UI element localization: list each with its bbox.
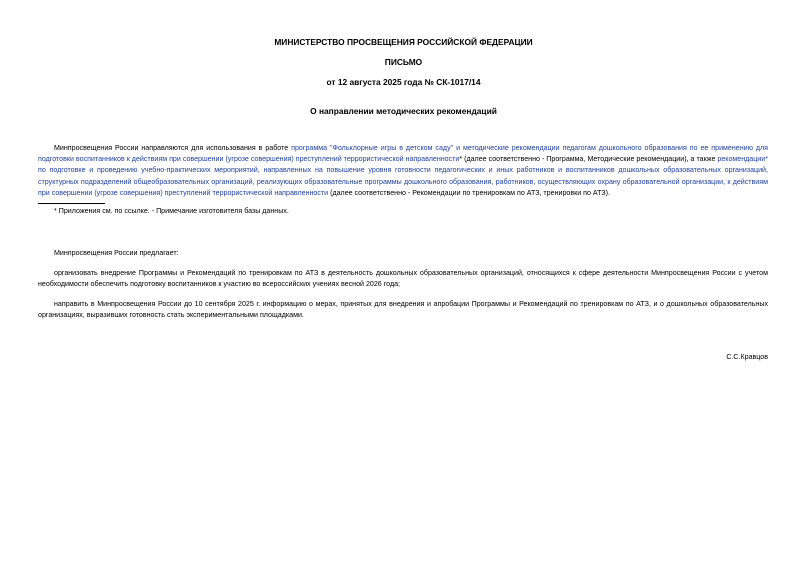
recommendations-link[interactable]: рекомендации <box>717 155 766 164</box>
intro-lead-text: Минпросвещения России направляются для использования в работе <box>54 144 292 152</box>
recommendations-title-link[interactable]: * по подготовке и проведению учебно-практических мероприятий, направленных на повышение уровня готовности педагогических и иных работников и воспитанников дошкольных образовательных организаций, структурных подразделений общеобразовательных организаций, реализующих образовательные программы дошкольного образования, работников, осуществляющих охрану образовательной организации, к действиям при совершении (угрозе совершения) преступлений террористической направленности <box>38 155 768 197</box>
document-date-number: от 12 августа 2025 года № СК-1017/14 <box>326 77 481 87</box>
proposal-item-1: организовать внедрение Программы и Рекомендаций по тренировкам по АТЗ в деятельность дошкольных образовательных организаций, относящихся к сфере деятельности Минпросвещения России с учетом необходимости обеспечить подготовку воспитанников к участию во всероссийских учениях весной 2026 года; <box>38 269 768 289</box>
intro-tail-text: (далее соответственно - Рекомендации по тренировкам по АТЗ, тренировки по АТЗ). <box>328 188 610 197</box>
proposes-line: Минпросвещения России предлагает: <box>54 249 179 257</box>
document-type: ПИСЬМО <box>384 57 423 67</box>
intro-paragraph <box>38 143 768 199</box>
program-link[interactable]: программа "Фольклорные игры в детском саду" и методические рекомендации педагогам дошкольного образования по ее применению для подготовки воспитанников к действиям при совершении (угрозе совершения) преступлений террористической направленности <box>38 144 768 164</box>
footnote-text: * Приложения см. по ссылке. - Примечание изготовителя базы данных. <box>54 207 289 215</box>
proposal-item-2: направить в Минпросвещения России до 10 сентября 2025 г. информацию о мерах, принятых для внедрения и апробации Программы и Рекомендаций по тренировкам по АТЗ, и о дошкольных образовательных организациях, выразивших готовность стать экспериментальными площадками. <box>38 300 768 320</box>
intro-middle-text: * (далее соответственно - Программа, Методические рекомендации), а также <box>459 155 718 164</box>
signatory-name: С.С.Кравцов <box>726 353 768 361</box>
footnote-divider <box>38 203 105 204</box>
document-subject: О направлении методических рекомендаций <box>310 106 497 116</box>
ministry-heading: МИНИСТЕРСТВО ПРОСВЕЩЕНИЯ РОССИЙСКОЙ ФЕДЕРАЦИИ <box>274 37 533 47</box>
